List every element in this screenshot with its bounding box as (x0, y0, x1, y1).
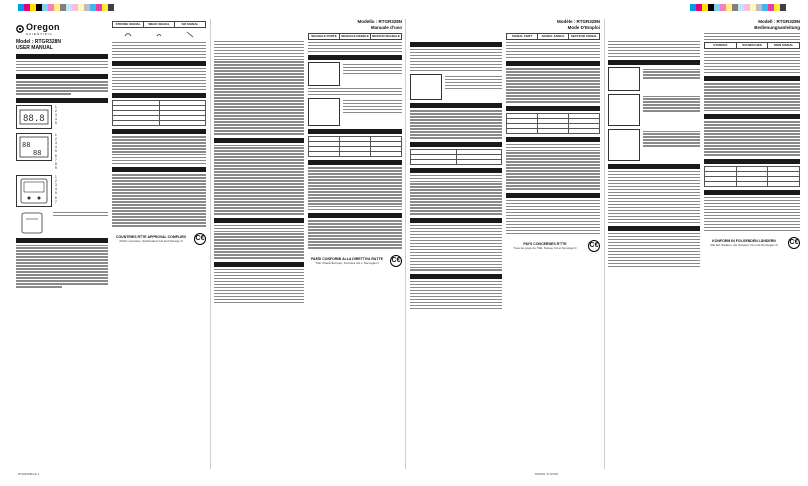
svg-text:88.8: 88.8 (23, 113, 45, 124)
fold-line (405, 19, 406, 469)
callout-item: 5 (55, 121, 57, 126)
table-header: SEGNALE FORTE (309, 34, 340, 39)
table-header: STRONG SIGNAL (113, 22, 144, 27)
display-lcd-icon (16, 133, 52, 161)
section-header (506, 193, 600, 198)
signal-waves-icon (185, 30, 195, 38)
svg-text:88: 88 (22, 140, 31, 149)
section-header (704, 190, 800, 195)
manual-title: Bedienungsanleitung (754, 25, 800, 30)
section-header (608, 226, 700, 231)
signal-waves-icon (154, 30, 164, 38)
ce-mark-icon: C€ (588, 240, 600, 252)
section-header (16, 238, 108, 243)
print-code: 8/16/05, 6:13 PM (535, 472, 558, 476)
manual-page-german (608, 19, 800, 469)
model-title: Modell : RTGR328N (758, 19, 800, 24)
callout-item: 4 (55, 187, 57, 192)
section-header (608, 164, 700, 169)
section-header (16, 74, 108, 79)
section-header (214, 262, 304, 267)
section-header (308, 160, 402, 165)
svg-text:88: 88 (33, 148, 42, 157)
rtte-approval-countries: Tutti i Paesi Europei, Svizzera CH e Norvegia N (315, 260, 379, 265)
display-lcd-icon (608, 67, 640, 91)
column-italian-1 (214, 19, 304, 305)
manual-title: Manuale d'uso (370, 25, 402, 30)
callout-item: 7 (55, 199, 57, 204)
column-english-2 (112, 19, 206, 289)
weather-table (410, 149, 502, 165)
manual-title: USER MANUAL (16, 45, 53, 51)
manual-page-english (16, 19, 206, 469)
table-header: STARKES (705, 43, 737, 48)
callout-item: 8 (55, 162, 57, 167)
color-swatch (108, 4, 114, 11)
color-swatch (780, 4, 786, 11)
callout-item: 2 (55, 108, 57, 113)
display-lcd-icon (608, 94, 640, 126)
section-header (112, 93, 206, 98)
display-lcd-icon (16, 105, 52, 129)
brand-name: Oregon (26, 22, 60, 32)
signal-strength-table (112, 21, 206, 28)
signal-waves-icon (123, 30, 133, 38)
table-header: WEAK SIGNAL (144, 22, 175, 27)
signal-strength-table (506, 33, 600, 40)
section-header (112, 129, 206, 134)
section-header (16, 98, 108, 103)
signal-strength-table (308, 33, 402, 40)
column-french-1 (410, 19, 502, 311)
section-header (410, 274, 502, 279)
table-header: SIGNAL FAIBLE (538, 34, 569, 39)
section-header (506, 61, 600, 66)
weather-table (704, 166, 800, 187)
ce-mark-icon: C€ (788, 237, 800, 249)
callout-item: 2 (55, 136, 57, 141)
color-registration-bar-left (18, 4, 114, 11)
rtte-approval-title: PAESI CONFORMI ALLA DIRETTIVA R&TTE (310, 256, 383, 261)
section-header (112, 167, 206, 172)
manual-title: Mode D'Emploi (567, 25, 600, 30)
callout-item: 5 (55, 149, 57, 154)
section-header (308, 129, 402, 134)
manual-page-french (410, 19, 600, 469)
section-header (608, 60, 700, 65)
section-header (410, 103, 502, 108)
callout-item: 3 (55, 182, 57, 187)
column-german-2 (704, 19, 800, 269)
color-registration-bar-right (690, 4, 786, 11)
rtte-approval-title: KONFORM IN FOLGENDEN LÄNDERN (712, 238, 776, 243)
sensor-icon (16, 211, 50, 235)
weather-station-icon (16, 175, 52, 207)
callout-item: 6 (55, 153, 57, 158)
column-english-1 (16, 19, 108, 289)
rtte-approval-countries: Alle EU-Staaten, die Schweiz CH und Norwegen N (710, 242, 778, 247)
table-header: SEGNALE DEBOLE (340, 34, 371, 39)
section-header (704, 114, 800, 119)
fold-line (604, 19, 605, 469)
callout-item: 3 (55, 113, 57, 118)
model-title: Model : RTGR328N (16, 39, 62, 45)
column-french-2 (506, 19, 600, 311)
manual-page-italian (214, 19, 402, 469)
callout-item: 5 (55, 191, 57, 196)
section-header (16, 54, 108, 59)
section-header (214, 218, 304, 223)
fold-line (210, 19, 211, 469)
ce-mark-icon: C€ (194, 233, 206, 245)
callout-item: 3 (55, 141, 57, 146)
display-lcd-icon (410, 74, 442, 100)
callout-list (55, 175, 57, 207)
section-header (112, 61, 206, 66)
table-header: NESSUN SEGNALE (372, 34, 400, 38)
section-header (214, 138, 304, 143)
section-header (704, 159, 800, 164)
section-header (308, 55, 402, 60)
rtte-approval-countries: Tous les pays de l'UE, Suisse CH et Norvège N (513, 245, 577, 250)
callout-item: 1 (55, 174, 57, 179)
display-lcd-icon (308, 98, 340, 126)
rtte-approval-title: PAYS CONCERNES R'TTE (523, 241, 567, 246)
signal-strength-table (704, 42, 800, 49)
section-header (410, 142, 502, 147)
callout-item: 1 (55, 104, 57, 109)
brand-subtitle: SCIENTIFIC (26, 32, 53, 36)
weather-station-icon (608, 129, 640, 161)
section-header (410, 168, 502, 173)
section-header (506, 106, 600, 111)
callout-list (55, 105, 57, 129)
model-title: Modello : RTGR328N (357, 19, 402, 24)
column-italian-2 (308, 19, 402, 305)
print-code: RTGR328N-E 1 (18, 472, 40, 476)
callout-item: 2 (55, 178, 57, 183)
callout-item: 9 (55, 166, 57, 171)
ce-mark-icon: C€ (390, 255, 402, 267)
section-header (308, 213, 402, 218)
table-header: SCHWACHES (737, 43, 769, 48)
weather-table (112, 100, 206, 126)
table-header: SIGNAL FORT (507, 34, 538, 39)
callout-item: 4 (55, 145, 57, 150)
column-german-1 (608, 19, 700, 269)
callout-list (55, 133, 57, 171)
rtte-approval-countries: All EC countries, Switzerland CH and Norway N (119, 238, 183, 243)
model-title: Modèle : RTGR328N (556, 19, 600, 24)
table-header: SECTEUR SIGNAL (570, 34, 598, 38)
table-header: NO SIGNAL (181, 22, 199, 26)
callout-item: 6 (55, 195, 57, 200)
rtte-approval-title: COUNTRIES RTTE APPROVAL COMPLIED (115, 234, 187, 239)
section-header (410, 218, 502, 223)
weather-table (308, 136, 402, 157)
callout-item: 4 (55, 117, 57, 122)
section-header (410, 42, 502, 47)
callout-item: 7 (55, 157, 57, 162)
oregon-logo-icon (16, 25, 24, 33)
display-lcd-icon (308, 62, 340, 86)
section-header (506, 137, 600, 142)
table-header: KEIN SIGNAL (774, 42, 794, 47)
weather-table (506, 113, 600, 134)
section-header (704, 76, 800, 81)
callout-item: 1 (55, 132, 57, 137)
